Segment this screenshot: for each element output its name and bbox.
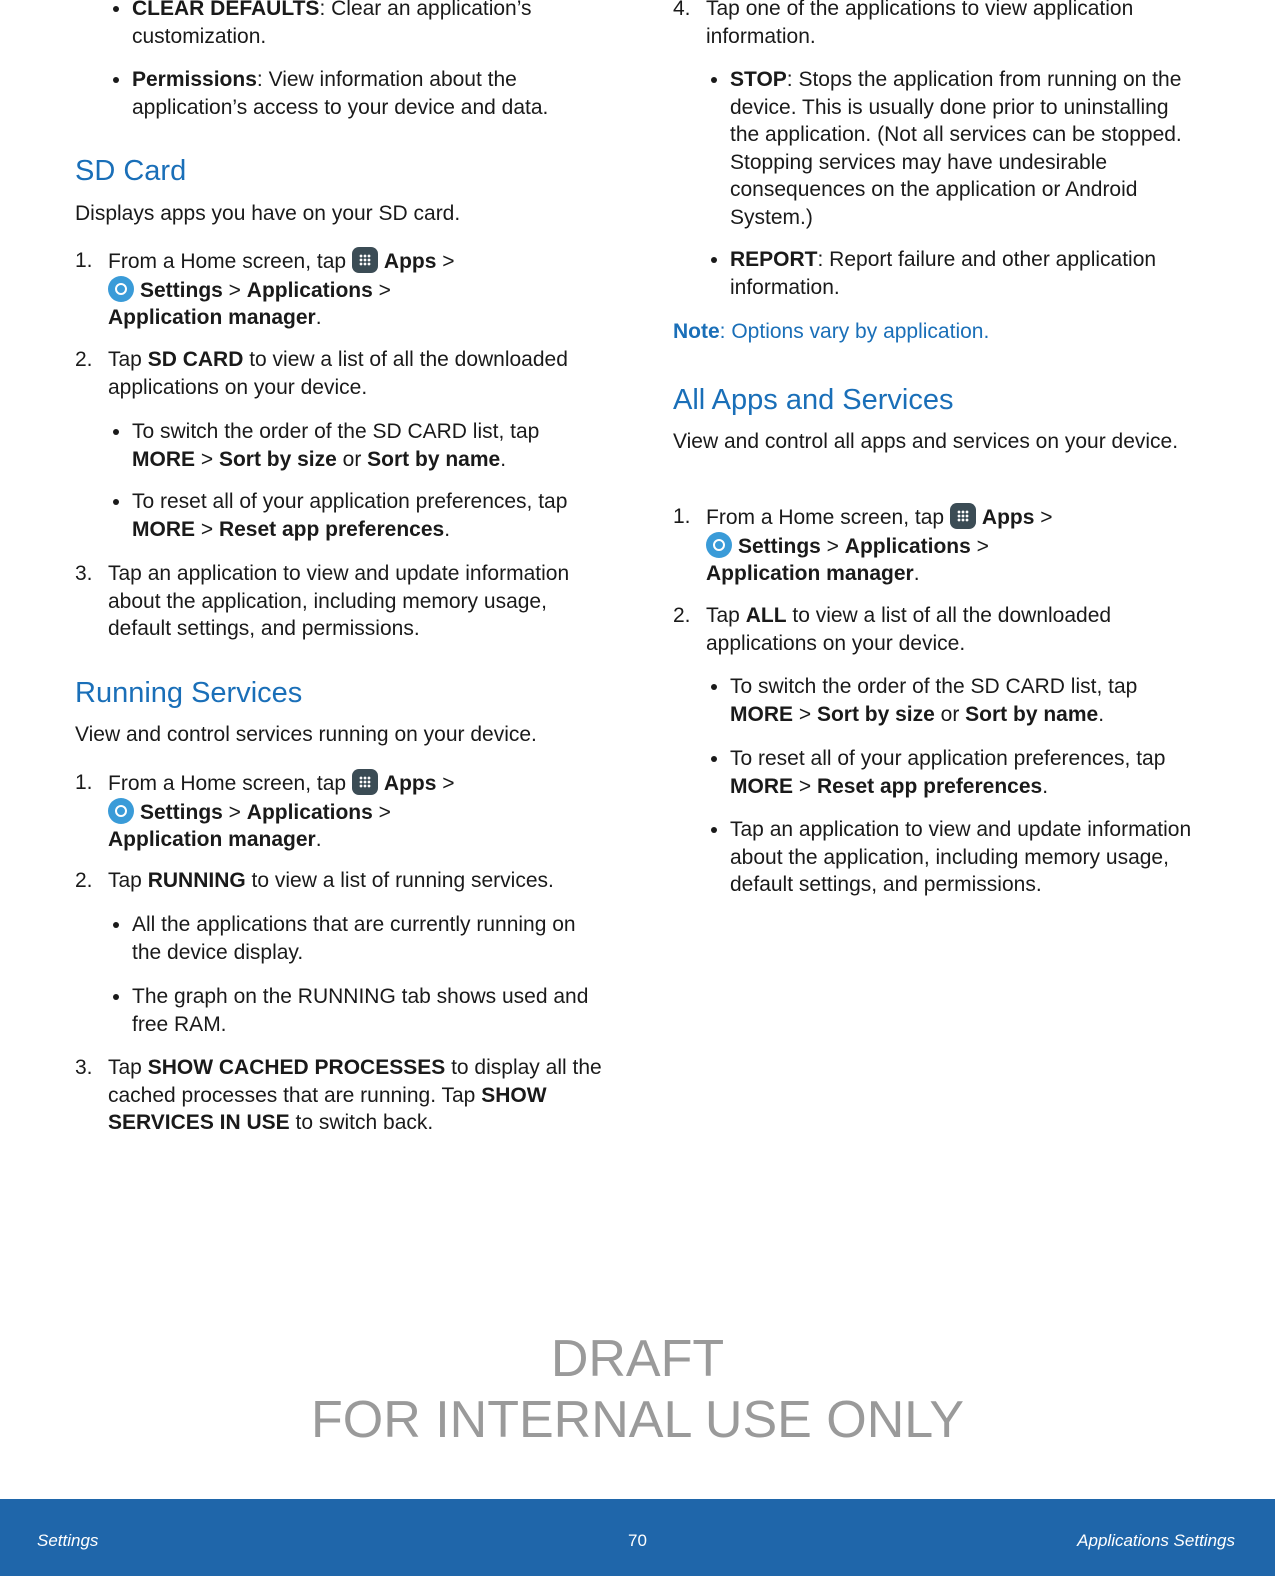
list-item: All the applications that are currently running on the device display. xyxy=(75,911,605,966)
step: 1. From a Home screen, tap Apps > Settings > Applications > Application manager. xyxy=(75,771,455,851)
page-number: 70 xyxy=(628,1531,647,1550)
draft-watermark: DRAFT xyxy=(550,1330,725,1388)
step: 2. Tap SD CARD to view a list of all the downloaded applications on your device. xyxy=(75,348,568,399)
apps-icon xyxy=(950,503,976,529)
settings-gear-icon xyxy=(108,798,134,824)
term: STOP xyxy=(730,68,787,91)
list-item: Tap an application to view and update information about the application, including memory usage, default settings, and permissions. xyxy=(673,816,1203,899)
internal-use-watermark: FOR INTERNAL USE ONLY xyxy=(311,1391,964,1449)
note: Note: Options vary by application. xyxy=(673,320,990,343)
step: 3. Tap SHOW CACHED PROCESSES to display all the cached processes that are running. Tap SHOW SERVICES IN USE to switch back. xyxy=(75,1056,602,1134)
step: 1. From a Home screen, tap Apps > Settings > Applications > Application manager. xyxy=(673,505,1053,585)
apps-icon xyxy=(352,247,378,273)
step: 2. Tap RUNNING to view a list of running services. xyxy=(75,869,554,892)
list-item: CLEAR DEFAULTS: Clear an application’s customization. xyxy=(75,0,605,50)
section-intro: View and control services running on your device. xyxy=(75,723,537,746)
step: 1. From a Home screen, tap Apps > Settings > Applications > Application manager. xyxy=(75,249,455,329)
list-item: To reset all of your application preferences, tap MORE > Reset app preferences. xyxy=(673,745,1203,800)
step: 4. Tap one of the applications to view application information. xyxy=(673,0,1134,48)
footer-chapter: Settings xyxy=(37,1531,99,1550)
section-intro: Displays apps you have on your SD card. xyxy=(75,202,461,225)
apps-icon xyxy=(352,769,378,795)
section-heading: SD Card xyxy=(75,155,187,187)
settings-gear-icon xyxy=(108,276,134,302)
page-footer xyxy=(0,1499,1275,1576)
term: REPORT xyxy=(730,248,818,271)
term: Permissions xyxy=(132,68,257,91)
footer-section: Applications Settings xyxy=(1077,1531,1235,1550)
term: CLEAR DEFAULTS xyxy=(132,0,320,20)
list-item: STOP: Stops the application from running on the device. This is usually done prior to uninstalling the application. (Not all services can be stopped. Stopping services may have undesirable consequences on the application or Android System.) xyxy=(673,66,1203,231)
list-item: REPORT: Report failure and other application information. xyxy=(673,246,1203,301)
step: 3. Tap an application to view and update information about the application, including memory usage, default settings, and permissions. xyxy=(75,562,570,640)
list-item: The graph on the RUNNING tab shows used and free RAM. xyxy=(75,983,605,1038)
step: 2. Tap ALL to view a list of all the downloaded applications on your device. xyxy=(673,604,1112,655)
list-item: Permissions: View information about the application’s access to your device and data. xyxy=(75,66,605,121)
settings-gear-icon xyxy=(706,532,732,558)
section-intro: View and control all apps and services on your device. xyxy=(673,430,1179,453)
list-item: To reset all of your application preferences, tap MORE > Reset app preferences. xyxy=(75,488,605,543)
list-item: To switch the order of the SD CARD list, tap MORE > Sort by size or Sort by name. xyxy=(673,673,1203,728)
section-heading: All Apps and Services xyxy=(673,384,954,416)
section-heading: Running Services xyxy=(75,677,303,709)
list-item: To switch the order of the SD CARD list, tap MORE > Sort by size or Sort by name. xyxy=(75,418,605,473)
